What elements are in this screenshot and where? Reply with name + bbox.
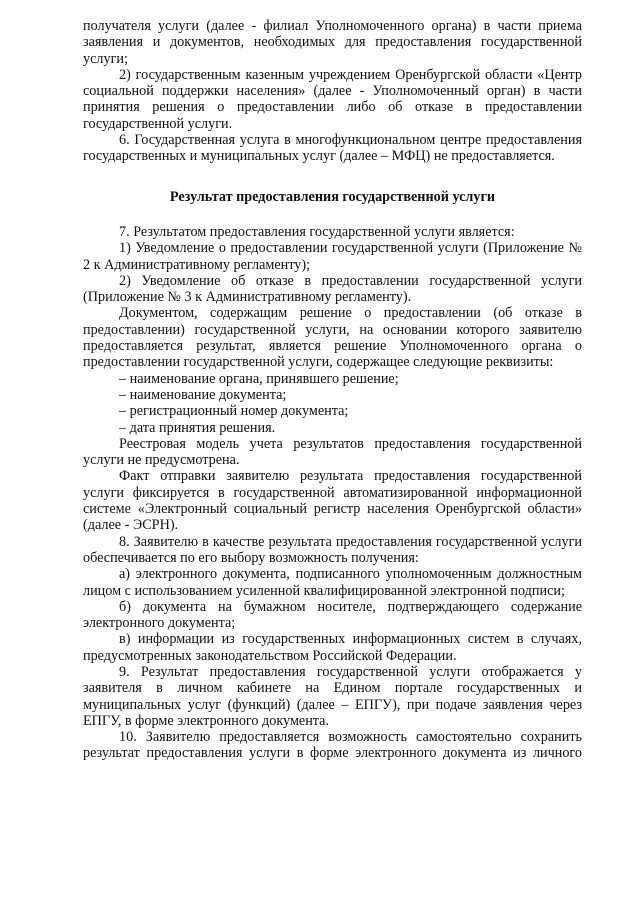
paragraph-item-6: 6. Государственная услуга в многофункциональном центре предоставления государственных и муниципальных услуг (далее – МФЦ) не предоставляется. <box>83 132 582 165</box>
paragraph-result-2: 2) Уведомление об отказе в предоставлении государственной услуги (Приложение № 3 к Административному регламенту). <box>83 272 582 306</box>
list-item-requisite: – наименование органа, принявшего решение; <box>119 370 399 387</box>
paragraph-option-c: в) информации из государственных информационных систем в случаях, предусмотренных законодательством Российской Федерации. <box>83 631 582 664</box>
paragraph-continuation: получателя услуги (далее - филиал Уполномоченного органа) в части приема заявления и документов, необходимых для предоставления государственной услуги; <box>83 18 582 67</box>
paragraph-result-1: 1) Уведомление о предоставлении государственной услуги (Приложение № 2 к Административному регламенту); <box>83 240 582 273</box>
paragraph-item-8: 8. Заявителю в качестве результата предоставления государственной услуги обеспечивается по его выбору возможность получения: <box>83 533 582 566</box>
paragraph-option-b: б) документа на бумажном носителе, подтверждающего содержание электронного документа; <box>83 598 582 632</box>
document-body <box>83 18 582 762</box>
paragraph-item-2: 2) государственным казенным учреждением Оренбургской области «Центр социальной поддержки населения» (далее - Уполномоченный орган) в части принятия решения о предоставлении либо об отказе в предоставлении государственной услуги. <box>83 66 582 132</box>
paragraph-item-7: 7. Результатом предоставления государственной услуги является: <box>119 223 515 240</box>
paragraph-item-9: 9. Результат предоставления государственной услуги отображается у заявителя в личном кабинете на Едином портале государственных и муниципальных услуг (функций) (далее – ЕПГУ), при подаче заявления через ЕПГУ, в форме электронного документа. <box>83 663 582 729</box>
list-item-requisite: – регистрационный номер документа; <box>119 403 349 420</box>
paragraph-decision-document: Документом, содержащим решение о предоставлении (об отказе в предоставлении) государственной услуги, на основании которого заявителю предоставляется результат, является решение Уполномоченного органа о предоставлении государственной услуги, содержащее следующие реквизиты: <box>83 305 582 371</box>
list-item-requisite: – дата принятия решения. <box>119 419 276 436</box>
paragraph-registry-model: Реестровая модель учета результатов предоставления государственной услуги не предусмотрена. <box>83 435 582 469</box>
paragraph-esrn: Факт отправки заявителю результата предоставления государственной услуги фиксируется в государственной автоматизированной информационной системе «Электронный социальный регистр населения Оренбургской области» (далее - ЭСРН). <box>83 468 582 534</box>
paragraph-item-10: 10. Заявителю предоставляется возможность самостоятельно сохранить результат предоставления услуги в форме электронного документа из личного <box>83 729 582 762</box>
section-heading: Результат предоставления государственной услуги <box>169 188 496 205</box>
paragraph-option-a: а) электронного документа, подписанного уполномоченным должностным лицом с использованием усиленной квалифицированной электронной подписи; <box>83 566 582 599</box>
list-item-requisite: – наименование документа; <box>119 386 287 403</box>
